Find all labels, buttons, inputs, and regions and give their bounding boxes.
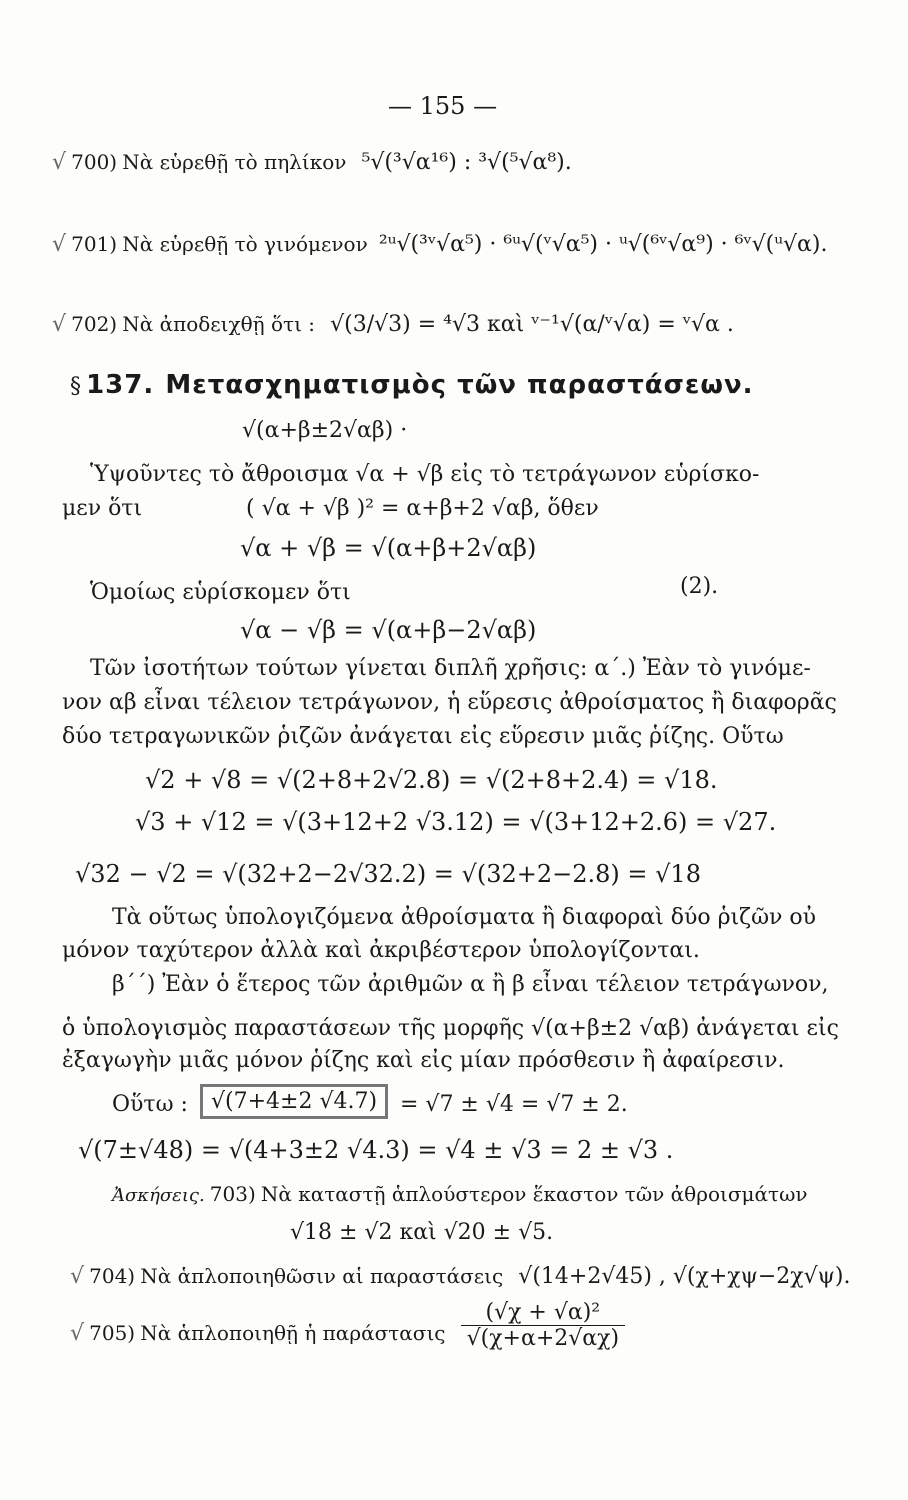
example-equation: √3 + √12 = √(3+12+2 √3.12) = √(3+12+2.6) = √27. [135,808,777,836]
section-number: 137. [86,370,155,400]
exercise-number: 704) [89,1264,136,1288]
checkmark-icon: √ [52,232,67,257]
paragraph-line: Ὑψοῦντες τὸ ἄθροισμα √α + √β εἰς τὸ τετράγωνον εὑρίσκο- [90,462,760,487]
checkmark-icon: √ [70,1321,85,1346]
exercise-number: 702) [71,312,118,336]
example-lead: Οὕτω : [112,1092,188,1117]
equation-number: (2). [680,574,719,599]
example-equation: √2 + √8 = √(2+8+2√2.8) = √(2+8+2.4) = √18. [145,766,718,794]
exercise-number: 703) [209,1182,256,1206]
exercise-expression: √(3/√3) = ⁴√3 καὶ ᵛ⁻¹√(α/ᵛ√α) = ᵛ√α . [330,312,734,337]
example-equation: √(7±√48) = √(4+3±2 √4.3) = √4 ± √3 = 2 ± √3 . [78,1136,674,1164]
paragraph-line: δύο τετραγωνικῶν ῥιζῶν ἀνάγεται εἰς εὕρεσιν μιᾶς ῥίζης. Οὕτω [62,724,784,749]
exercise-702 [52,312,734,337]
paragraph-line: μεν ὅτι [62,496,143,521]
section-formula: √(α+β±2√αβ) · [242,418,408,443]
equation: √α + √β = √(α+β+2√αβ) [240,534,537,562]
exercise-number: 705) [89,1321,136,1345]
equation: ( √α + √β )² = α+β+2 √αβ, ὅθεν [246,496,599,521]
paragraph-line: νον αβ εἶναι τέλειον τετράγωνον, ἡ εὕρεσις ἀθροίσματος ἢ διαφορᾶς [62,690,837,715]
paragraph-line: Τῶν ἰσοτήτων τούτων γίνεται διπλῆ χρῆσις: α΄.) Ἐὰν τὸ γινόμε- [90,656,811,681]
paragraph-line: ὁ ὑπολογισμὸς παραστάσεων τῆς μορφῆς √(α+β±2 √αβ) ἀνάγεται εἰς [62,1016,839,1041]
exercise-text: Νὰ εὑρεθῇ τὸ πηλίκον [122,150,347,174]
fraction [461,1300,625,1351]
paragraph-line: μόνον ταχύτερον ἀλλὰ καὶ ἀκριβέστερον ὑπολογίζονται. [62,938,700,963]
checkmark-icon: √ [70,1264,85,1289]
section-mark: § [70,374,81,399]
exercise-text: Νὰ ἁπλοποιηθῇ ἡ παράστασις [140,1321,446,1345]
equation: √α − √β = √(α+β−2√αβ) [240,616,537,644]
exercise-expression: ⁵√(³√α¹⁶) : ³√(⁵√α⁸). [361,150,572,175]
exercise-text: Νὰ εὑρεθῇ τὸ γινόμενον [122,232,368,256]
exercise-text: Νὰ καταστῇ ἁπλούστερον ἕκαστον τῶν ἀθροισμάτων [260,1182,808,1206]
exercise-expression: ²ᵘ√(³ᵛ√α⁵) · ⁶ᵘ√(ᵛ√α⁵) · ᵘ√(⁶ᵛ√α⁹) · ⁶ᵛ√(ᵘ√α). [378,232,828,257]
section-title: Μετασχηματισμὸς τῶν παραστάσεων. [165,370,754,400]
paragraph-line: ἐξαγωγὴν μιᾶς μόνον ῥίζης καὶ εἰς μίαν πρόσθεσιν ἢ ἀφαίρεσιν. [62,1048,785,1073]
checkmark-icon: √ [52,150,67,175]
exercise-705 [70,1300,625,1351]
exercise-text: Νὰ ἁπλοποιηθῶσιν αἱ παραστάσεις [140,1264,504,1288]
exercise-number: 700) [71,150,118,174]
boxed-expression: √(7+4±2 √4.7) [200,1084,388,1119]
checkmark-icon: √ [52,312,67,337]
fraction-denominator: √(χ+α+2√αχ) [466,1326,620,1351]
exercise-704 [70,1264,850,1289]
example-equation: √32 − √2 = √(32+2−2√32.2) = √(32+2−2.8) = √18 [75,860,701,888]
paragraph-line: Τὰ οὕτως ὑπολογιζόμενα ἀθροίσματα ἢ διαφοραὶ δύο ῥιζῶν οὐ [112,905,817,930]
exercise-text: Νὰ ἀποδειχθῇ ὅτι : [122,312,316,336]
section-heading [70,370,754,400]
example-equation: = √7 ± √4 = √7 ± 2. [400,1092,628,1117]
paragraph-line: Ὁμοίως εὑρίσκομεν ὅτι [90,580,351,605]
page-number: — 155 — [388,92,498,120]
exercise-701 [52,232,827,257]
exercise-703 [112,1182,808,1206]
paragraph-line: β΄΄) Ἐὰν ὁ ἕτερος τῶν ἀριθμῶν α ἢ β εἶναι τέλειον τετράγωνον, [112,972,829,997]
exercise-expression: √(14+2√45) , √(χ+χψ−2χ√ψ). [518,1264,851,1289]
exercises-label: Ἀσκήσεις. [112,1185,205,1206]
fraction-numerator: (√χ + √α)² [461,1300,625,1326]
exercise-number: 701) [71,232,118,256]
exercise-expression: √18 ± √2 καὶ √20 ± √5. [290,1220,554,1245]
exercise-700 [52,150,572,175]
